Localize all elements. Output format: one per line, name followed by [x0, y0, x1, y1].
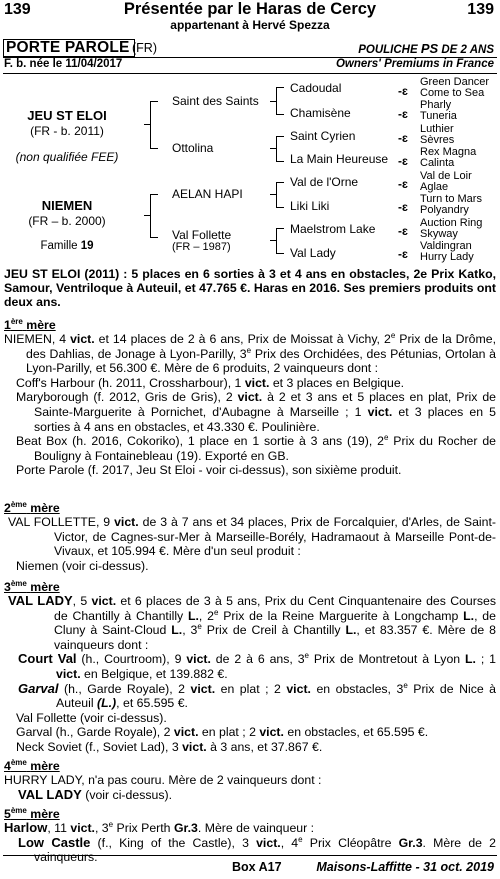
g2-bracket-4 — [276, 228, 284, 254]
section-first-dam: 1ère mère — [4, 316, 56, 332]
pedigree-g4-13: Auction Ring — [420, 217, 483, 229]
footer-box: Box A17 — [232, 860, 282, 874]
sire-note: (non qualifiée FEE) — [15, 150, 119, 164]
footer-divider — [3, 855, 497, 856]
sire-bracket — [150, 101, 158, 149]
pedigree-g3-7: Maelstrom Lake — [290, 222, 376, 236]
pedigree-g4-12: Polyandry — [420, 204, 469, 216]
family-label: Famille — [40, 240, 78, 252]
g3-bracket-8: -ɛ — [398, 247, 408, 261]
g2-bracket-1 — [276, 87, 284, 115]
pedigree-g4-11: Turn to Mars — [420, 193, 482, 205]
pedigree-sire-dam: Ottolina — [172, 141, 214, 155]
fifth-dam-text: Harlow, 11 vict., 3e Prix Perth Gr.3. Mère de vainqueur : Low Castle (f., King of the Castle), 3 vict., 4e Prix Cléopâtre Gr.3. Mère de 2 vainqueurs. — [4, 819, 497, 865]
second-dam-text: VAL FOLLETTE, 9 vict. de 3 à 7 ans et 34 places, Prix de Forcalquier, d'Arles, de Saint-Victor, de Cagnes-sur-Mer à Marseille-Borély, Hadramaout à Marseille Pont-de-Vivaux, et 105.994 €. Mère d'un seul produit : Niemen (voir ci-dessus). — [8, 515, 496, 573]
pedigree-g4-9: Val de Loir — [420, 170, 472, 182]
pedigree-g4-5: Luthier — [420, 123, 454, 135]
pedigree-g3-5: Val de l'Orne — [290, 175, 359, 189]
g2-bracket-tick-1 — [270, 101, 276, 102]
pedigree-sire-sire: Saint des Saints — [172, 94, 259, 108]
g3-bracket-1: -ɛ — [398, 84, 408, 98]
dam-bracket-tick — [144, 215, 150, 216]
horse-category — [358, 41, 494, 56]
pedigree-g4-4: Tuneria — [420, 110, 457, 122]
dam-bracket — [150, 194, 158, 238]
category-mark: PS — [420, 41, 439, 56]
footer-event: Maisons-Laffitte - 31 oct. 2019 — [316, 860, 494, 874]
pedigree-g4-8: Calinta — [420, 157, 455, 169]
family-number: 19 — [80, 240, 94, 252]
sire-bracket-tick — [144, 124, 150, 125]
sire-info: (FR - b. 2011) — [30, 124, 104, 138]
pedigree-g4-2: Come to Sea — [420, 87, 485, 99]
category-suffix: DE 2 ANS — [441, 44, 494, 56]
section-fifth-dam: 5ème mère — [4, 805, 60, 821]
pedigree-g4-7: Rex Magna — [420, 146, 477, 158]
pedigree-dam-dam-info: (FR – 1987) — [172, 241, 231, 253]
pedigree-g3-2: Chamisène — [290, 106, 351, 120]
dam-name: NIEMEN — [41, 198, 93, 213]
category-prefix: POULICHE — [358, 44, 418, 56]
pedigree-g3-3: Saint Cyrien — [290, 129, 356, 143]
lot-number-right: 139 — [467, 1, 494, 18]
pedigree-g4-1: Green Dancer — [420, 76, 490, 88]
pedigree-g4-15: Valdingran — [420, 240, 472, 252]
pedigree-g3-8: Val Lady — [290, 246, 336, 260]
fourth-dam-text: HURRY LADY, n'a pas couru. Mère de 2 vainqueurs dont : VAL LADY (voir ci-dessus). — [4, 773, 322, 802]
g2-bracket-tick-2 — [270, 148, 276, 149]
pedigree-dam-sire: AELAN HAPI — [172, 187, 243, 201]
section-second-dam: 2ème mère — [4, 499, 60, 515]
horse-origin: (FR) — [132, 41, 157, 55]
owner-line: appartenant à Hervé Spezza — [170, 18, 330, 32]
sire-summary: JEU ST ELOI (2011) : 5 places en 6 sorties à 3 et 4 ans en obstacles, 2e Prix Katko, Samour, Ventriloque à Auteuil, et 47.765 €. Haras en 2016. Ses premiers produits ont deux ans. — [4, 267, 496, 310]
pedigree-dam-dam: Val Follette — [172, 228, 232, 242]
pedigree-g3-4: La Main Heureuse — [290, 152, 389, 166]
pedigree-g3-6: Liki Liki — [290, 199, 330, 213]
section-third-dam: 3ème mère — [4, 578, 60, 594]
g3-bracket-5: -ɛ — [398, 177, 408, 191]
pedigree-g4-16: Hurry Lady — [420, 251, 474, 263]
g2-bracket-2 — [276, 136, 284, 162]
pedigree-g4-6: Sèvres — [420, 134, 455, 146]
first-dam-text: NIEMEN, 4 vict. et 14 places de 2 à 6 ans, Prix de Moissat à Vichy, 2e Prix de la Drôme, des Dahlias, de Jonage à Lyon-Parilly, 3e Prix des Orchidées, des Pétunias, Ortolan à Lyon-Parilly, et 56.300 €. Mère de 6 produits, 2 vainqueurs dont : Coff's Harbour (h. 2011, Crossharbour), 1 vict. et 3 places en Belgique. Maryborough (f. 2012, Gris de Gris), 2 vict. à 2 et 3 ans et 5 places en plat, Prix de Sainte-Marguerite à Pornichet, d'Aubagne à Marseille ; 1 vict. et 3 places en 5 sorties à 4 ans en obstacles, et 43.330 €. Poulinière. Beat Box (h. 2016, Cokoriko), 1 place en 1 sortie à 3 ans (19), 2e Prix du Rocher de Bouligny à Fontainebleau (19). Exporté en GB. Porte Parole (f. 2017, Jeu St Eloi - voir ci-dessus), son sixième produit. — [4, 330, 497, 478]
dam-family — [2, 240, 132, 252]
section-fourth-dam: 4ème mère — [4, 757, 60, 773]
horse-name: PORTE PAROLE — [3, 39, 135, 57]
g3-bracket-4: -ɛ — [398, 154, 408, 168]
lot-number: 139 — [4, 1, 31, 18]
pedigree-g4-3: Pharly — [420, 99, 452, 111]
g2-bracket-3 — [276, 182, 284, 208]
owners-premium: Owners' Premiums in France — [335, 58, 494, 70]
g3-bracket-2: -ɛ — [398, 107, 408, 121]
g3-bracket-7: -ɛ — [398, 224, 408, 238]
pedigree-g4-14: Skyway — [420, 228, 458, 240]
page-title: Présentée par le Haras de Cercy — [123, 0, 377, 18]
pedigree-g3-1: Cadoudal — [290, 81, 342, 95]
pedigree-divider — [3, 73, 497, 74]
g3-bracket-6: -ɛ — [398, 200, 408, 214]
g2-bracket-tick-3 — [270, 194, 276, 195]
horse-birth: F. b. née le 11/04/2017 — [4, 58, 123, 70]
g3-bracket-3: -ɛ — [398, 131, 408, 145]
sire-name: JEU ST ELOI — [27, 108, 107, 123]
third-dam-text: VAL LADY, 5 vict. et 6 places de 3 à 5 ans, Prix du Cent Cinquantenaire des Courses de Chantilly à Chantilly L., 2e Prix de la Reine Marguerite à Longchamp L., de Cluny à Saint-Cloud L., 3e Prix de Creil à Chantilly L., et 83.357 €. Mère de 8 vainqueurs dont : Court Val (h., Courtroom), 9 vict. de 2 à 6 ans, 3e Prix de Montretout à Lyon L. ; 1 vict. en Belgique, et 139.882 €. Garval (h., Garde Royale), 2 vict. en plat ; 2 vict. en obstacles, 3e Prix de Nice à Auteuil (L.), et 65.595 €. Val Follette (voir ci-dessus). Garval (h., Garde Royale), 2 vict. en plat ; 2 vict. en obstacles, et 65.595 €. Neck Soviet (f., Soviet Lad), 3 vict. à 3 ans, et 37.867 €. — [8, 593, 497, 754]
g2-bracket-tick-4 — [270, 240, 276, 241]
dam-info: (FR – b. 2000) — [28, 214, 106, 228]
pedigree-g4-10: Aglae — [420, 181, 449, 193]
